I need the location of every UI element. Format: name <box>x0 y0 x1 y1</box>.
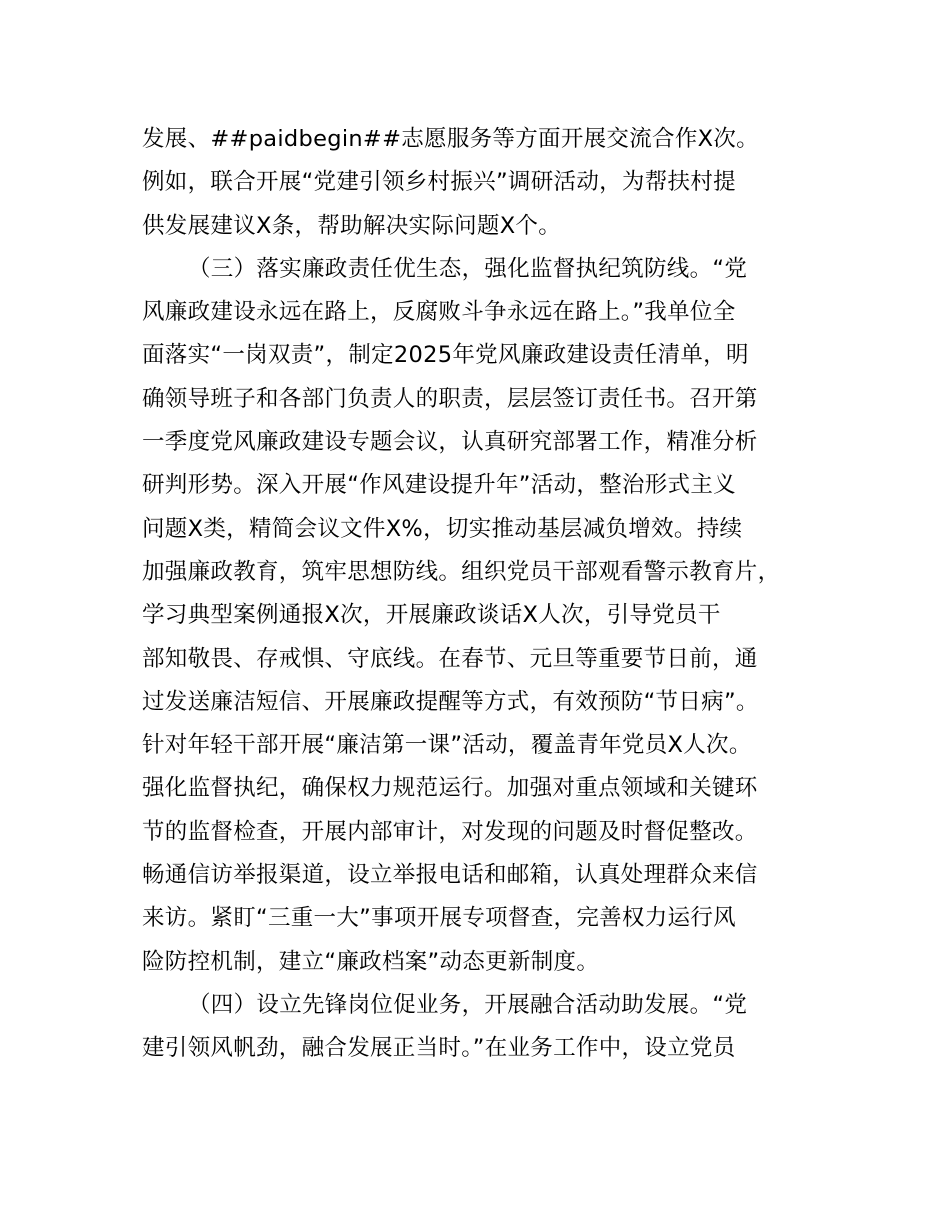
text-line: 面落实“一岗双责”，制定2025年党风廉政建设责任清单，明 <box>142 342 749 369</box>
text-line: 来访。紧盯“三重一大”事项开展专项督查，完善权力运行风 <box>142 905 736 932</box>
text-line: 畅通信访举报渠道，设立举报电话和邮箱，认真处理群众来信 <box>142 862 758 889</box>
text-line: 供发展建议X条，帮助解决实际问题X个。 <box>142 212 562 239</box>
text-line: 问题X类，精简会议文件X%，切实推动基层减负增效。持续 <box>142 515 743 542</box>
text-line: 学习典型案例通报X次，开展廉政谈话X人次，引导党员干 <box>142 602 721 629</box>
text-line: 一季度党风廉政建设专题会议，认真研究部署工作，精准分析 <box>142 429 758 456</box>
section-heading-line: （四）设立先锋岗位促业务，开展融合活动助发展。“党 <box>188 991 748 1018</box>
paragraph-1 <box>142 118 832 248</box>
paragraph-3 <box>142 984 832 1071</box>
section-heading-line: （三）落实廉政责任优生态，强化监督执纪筑防线。“党 <box>188 255 748 282</box>
text-line: 确领导班子和各部门负责人的职责，层层签订责任书。召开第 <box>142 385 758 412</box>
text-line: 部知敬畏、存戒惧、守底线。在春节、元旦等重要节日前，通 <box>142 645 758 672</box>
text-line: 险防控机制，建立“廉政档案”动态更新制度。 <box>142 948 600 975</box>
text-line: 研判形势。深入开展“作风建设提升年”活动，整治形式主义 <box>142 472 736 499</box>
text-line: 节的监督检查，开展内部审计，对发现的问题及时督促整改。 <box>142 818 758 845</box>
text-line: 发展、##paidbegin##志愿服务等方面开展交流合作X次。 <box>142 126 759 152</box>
paragraph-2 <box>142 248 832 984</box>
document-body <box>142 118 832 1071</box>
text-line: 风廉政建设永远在路上，反腐败斗争永远在路上。”我单位全 <box>142 299 736 326</box>
text-line: 建引领风帆劲，融合发展正当时。”在业务工作中，设立党员 <box>142 1035 736 1062</box>
text-line: 例如，联合开展“党建引领乡村振兴”调研活动，为帮扶村提 <box>142 169 736 196</box>
text-line: 加强廉政教育，筑牢思想防线。组织党员干部观看警示教育片， <box>142 558 781 585</box>
text-line: 强化监督执纪，确保权力规范运行。加强对重点领域和关键环 <box>142 775 758 802</box>
text-line: 过发送廉洁短信、开展廉政提醒等方式，有效预防“节日病”。 <box>142 688 759 715</box>
text-line: 针对年轻干部开展“廉洁第一课”活动，覆盖青年党员X人次。 <box>142 732 752 759</box>
